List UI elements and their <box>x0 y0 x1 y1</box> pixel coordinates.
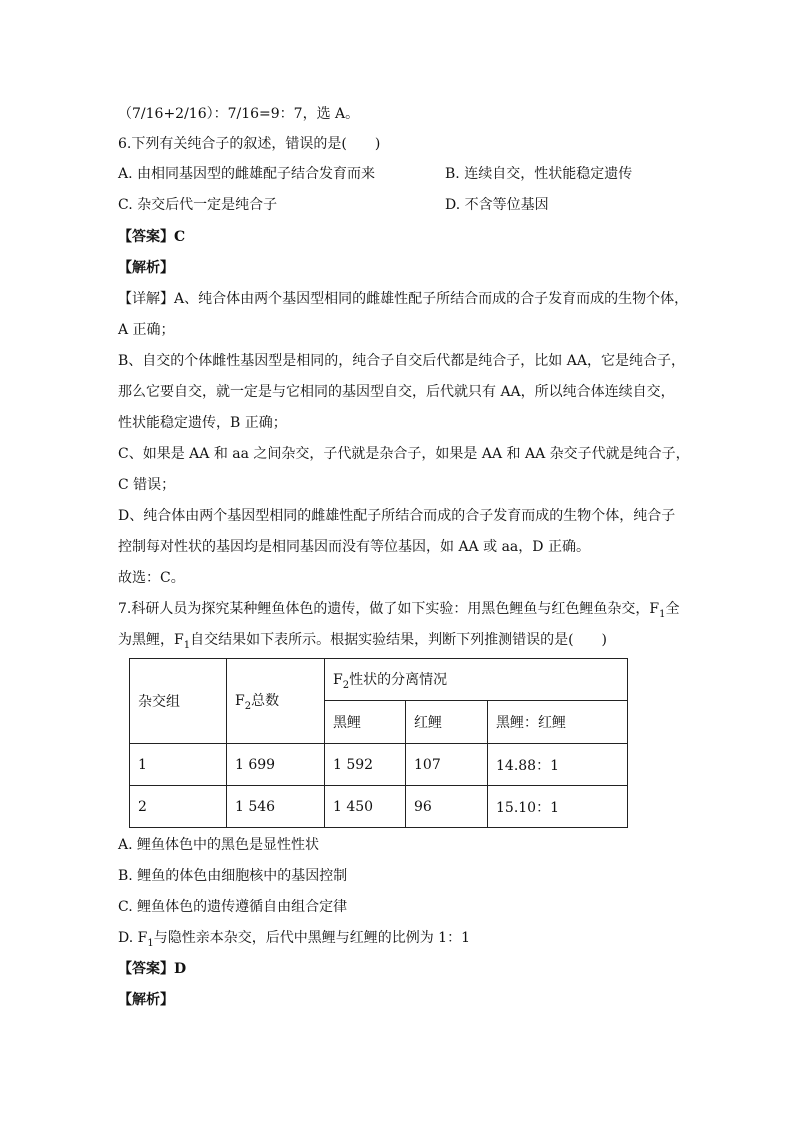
header-text: F <box>333 671 343 688</box>
q6-explanation-line: B、自交的个体雌性基因型是相同的，纯合子自交后代都是纯合子，比如 AA，它是纯合子， <box>118 353 685 369</box>
q6-analysis-heading: 【解析】 <box>118 260 174 276</box>
question-7-stem-line-2 <box>118 630 607 656</box>
cell-group: 1 <box>130 744 227 786</box>
subheader-black: 黑鲤 <box>325 701 406 744</box>
cell-ratio: 14.88：1 <box>488 744 628 786</box>
stem-text: 自交结果如下表所示。根据实验结果，判断下列推测错误的是( ) <box>190 632 608 648</box>
q7-option-d <box>118 928 470 954</box>
q6-explanation-line: A 正确； <box>118 322 175 338</box>
option-text: D. F <box>118 930 148 946</box>
table-row <box>130 786 628 828</box>
subscript: 2 <box>342 679 350 691</box>
cell-total: 1 546 <box>227 786 325 828</box>
table-row <box>130 744 628 786</box>
q7-answer: 【答案】D <box>118 961 187 977</box>
q6-explanation-line: 控制每对性状的基因均是相同基因而没有等位基因，如 AA 或 aa，D 正确。 <box>118 539 590 555</box>
header-total <box>227 659 325 744</box>
cell-red: 107 <box>406 744 488 786</box>
q6-explanation-line: D、纯合体由两个基因型相同的雌雄性配子所结合而成的合子发育而成的生物个体，纯合子 <box>118 508 676 524</box>
stem-text: 7.科研人员为探究某种鲤鱼体色的遗传，做了如下实验：用黑色鲤鱼与红色鲤鱼杂交，F <box>118 601 660 617</box>
q6-explanation-line: C 错误； <box>118 477 176 493</box>
subheader-red: 红鲤 <box>406 701 488 744</box>
subscript: 1 <box>183 639 191 651</box>
cell-ratio: 15.10：1 <box>488 786 628 828</box>
cell-group: 2 <box>130 786 227 828</box>
q6-explanation-line: 【详解】A、纯合体由两个基因型相同的雌雄性配子所结合而成的合子发育而成的生物个体， <box>118 291 689 307</box>
stem-text: 为黑鲤，F <box>118 632 184 648</box>
cell-total: 1 699 <box>227 744 325 786</box>
q6-option-c: C. 杂交后代一定是纯合子 <box>118 197 278 213</box>
q6-explanation-line: 那么它要自交，就一定是与它相同的基因型自交，后代就只有 AA，所以纯合体连续自交， <box>118 384 675 400</box>
cell-red: 96 <box>406 786 488 828</box>
q6-explanation-line: 性状能稳定遗传，B 正确； <box>118 415 287 431</box>
subscript: 1 <box>659 608 666 620</box>
question-7-stem-line-1 <box>118 599 679 625</box>
results-table <box>129 658 628 828</box>
header-text: 性状的分离情况 <box>349 671 448 688</box>
q6-explanation-line: C、如果是 AA 和 aa 之间杂交，子代就是杂合子，如果是 AA 和 AA 杂交子代就是纯合子， <box>118 446 690 462</box>
q6-answer: 【答案】C <box>118 229 186 245</box>
previous-question-tail: （7/16+2/16）：7/16=9：7，选 A。 <box>118 106 360 122</box>
header-separation <box>325 659 628 701</box>
q6-explanation-line: 故选：C。 <box>118 570 185 586</box>
subscript: 1 <box>147 937 154 949</box>
q7-option-a: A. 鲤鱼体色中的黑色是显性性状 <box>118 837 320 853</box>
subscript: 2 <box>244 700 252 712</box>
header-group: 杂交组 <box>130 659 227 744</box>
option-text: 与隐性亲本杂交，后代中黑鲤与红鲤的比例为 1：1 <box>153 930 470 946</box>
q7-analysis-heading: 【解析】 <box>118 992 174 1008</box>
q7-option-c: C. 鲤鱼体色的遗传遵循自由组合定律 <box>118 899 348 915</box>
q6-option-a: A. 由相同基因型的雌雄配子结合发育而来 <box>118 166 376 182</box>
subheader-ratio: 黑鲤：红鲤 <box>488 701 628 744</box>
header-text: F <box>235 693 245 710</box>
question-6-stem: 6.下列有关纯合子的叙述，错误的是( ) <box>118 136 381 152</box>
cell-black: 1 450 <box>325 786 406 828</box>
q7-option-b: B. 鲤鱼的体色由细胞核中的基因控制 <box>118 868 348 884</box>
stem-text: 全 <box>665 601 680 617</box>
header-text: 总数 <box>251 693 280 710</box>
q6-option-b: B. 连续自交，性状能稳定遗传 <box>445 166 633 182</box>
cell-black: 1 592 <box>325 744 406 786</box>
q6-option-d: D. 不含等位基因 <box>445 197 549 213</box>
